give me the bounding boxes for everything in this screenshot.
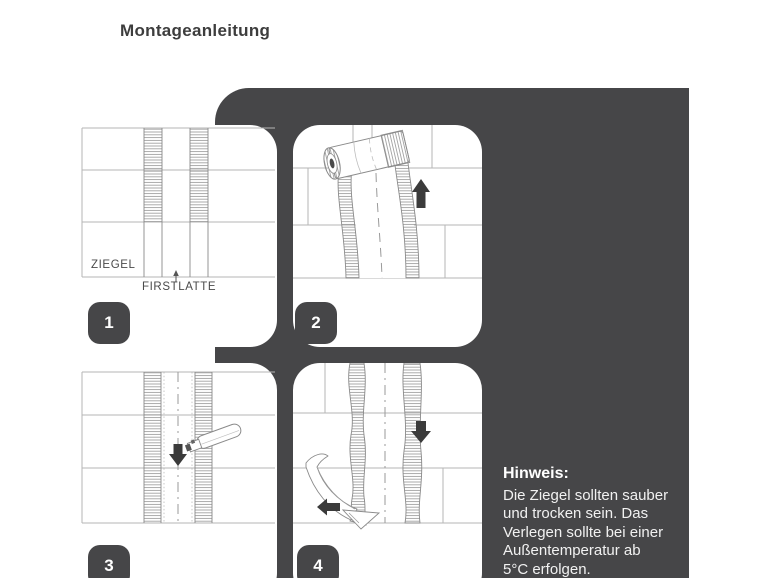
step-badge-4: 4 xyxy=(297,545,339,578)
arrow-down-icon xyxy=(169,444,187,466)
ziegel-label: ZIEGEL xyxy=(91,259,136,271)
firstlatte-label: FIRSTLATTE xyxy=(142,281,217,293)
note-title: Hinweis: xyxy=(503,465,569,482)
step-badge-2: 2 xyxy=(295,302,337,344)
step-card-3 xyxy=(58,363,277,578)
step-3-drawing xyxy=(58,363,277,578)
step-badge-3: 3 xyxy=(88,545,130,578)
ridge-batten-strips xyxy=(144,128,208,277)
note-line: Außentemperatur ab xyxy=(503,542,641,560)
note-line: Verlegen sollte bei einer xyxy=(503,523,664,541)
note-line: 5°C erfolgen. xyxy=(503,560,591,578)
pressed-tape xyxy=(349,363,422,525)
note-block xyxy=(503,465,695,578)
page-title: Montageanleitung xyxy=(120,21,271,40)
note-line: Die Ziegel sollten sauber xyxy=(503,487,669,504)
fastening-tool xyxy=(184,422,243,454)
step-badge-1: 1 xyxy=(88,302,130,344)
note-line: und trocken sein. Das xyxy=(503,505,649,523)
arrow-up-icon xyxy=(412,179,430,208)
tile-grid xyxy=(82,128,275,277)
